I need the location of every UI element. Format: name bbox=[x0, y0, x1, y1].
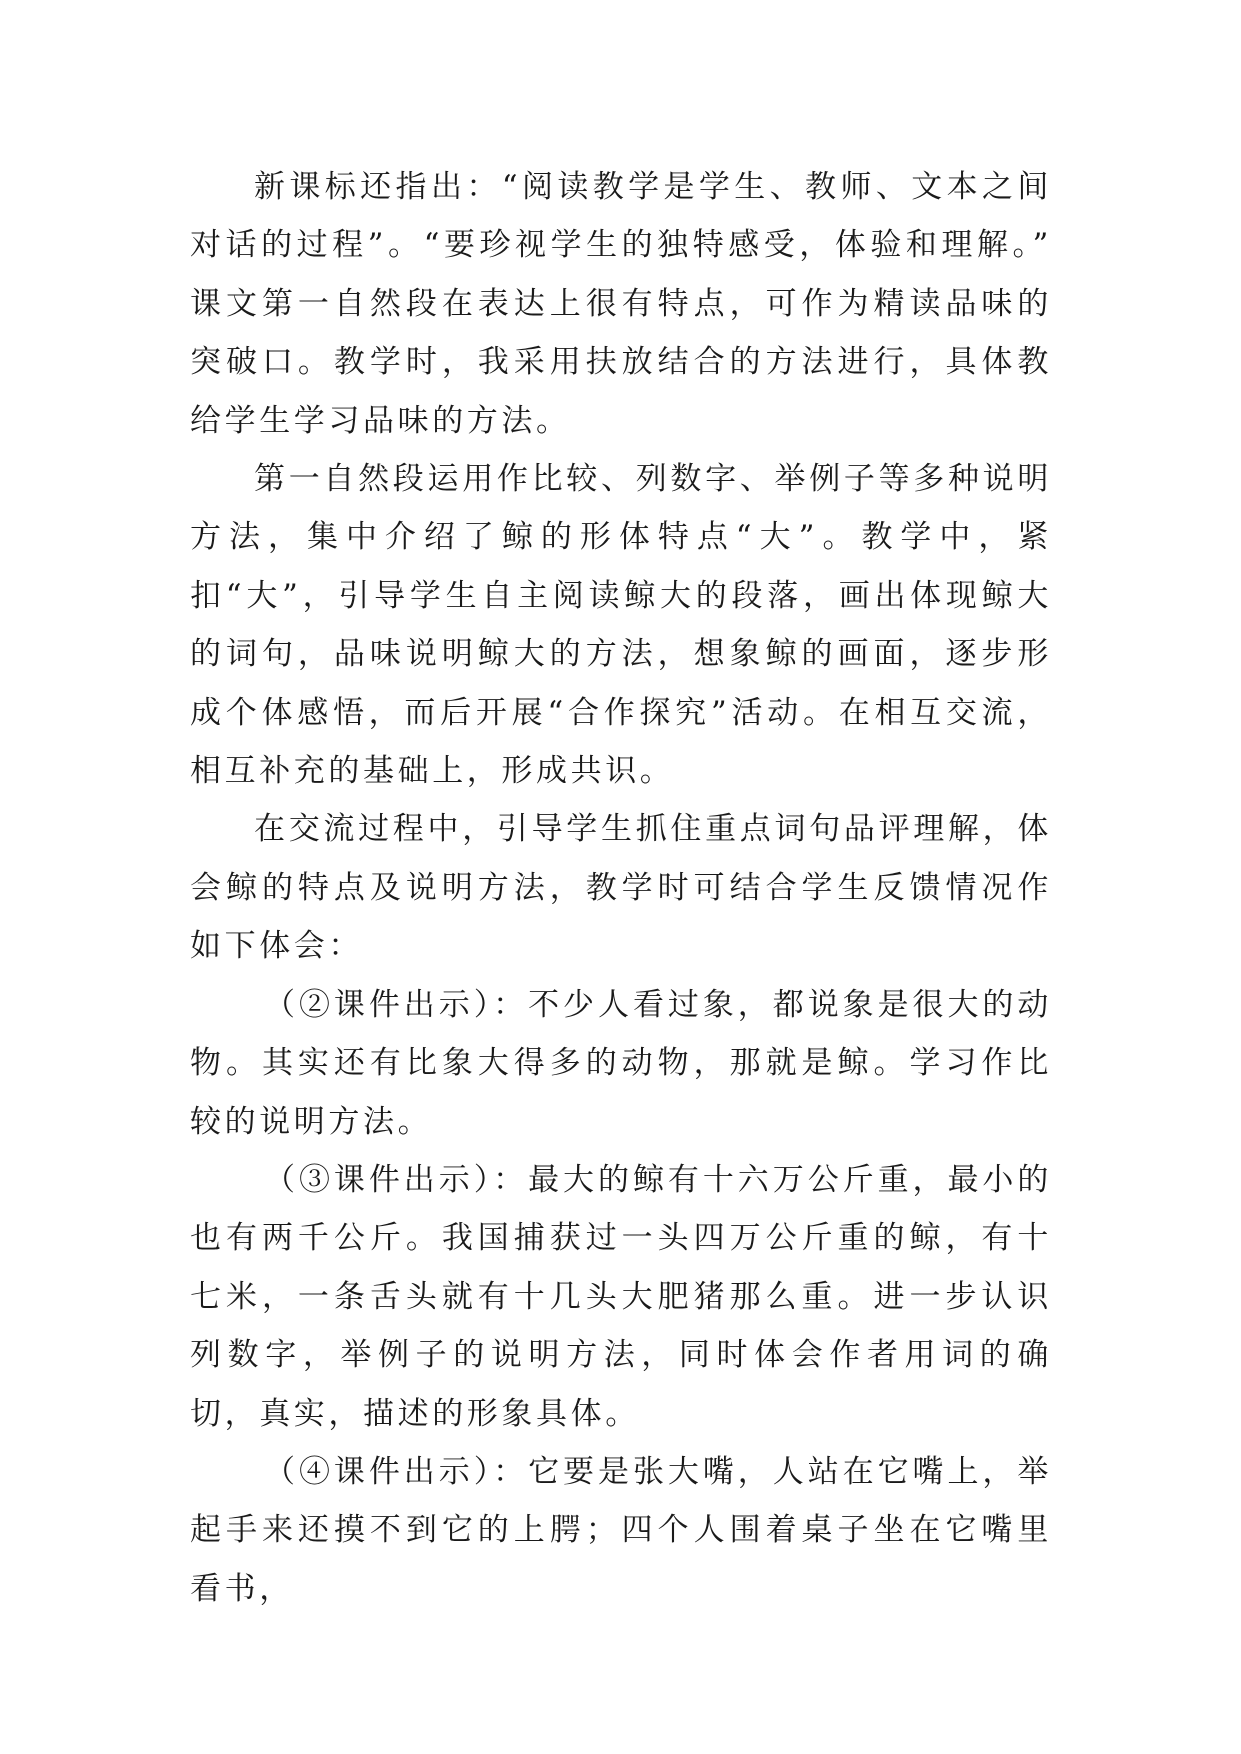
paragraph-first-section-methods: 第一自然段运用作比较、列数字、举例子等多种说明方法，集中介绍了鲸的形体特点“大”。教学中，紧扣“大”，引导学生自主阅读鲸大的段落，画出体现鲸大的词句，品味说明鲸大的方法，想象鲸的画面，逐步形成个体感悟，而后开展“合作探究”活动。在相互交流，相互补充的基础上，形成共识。 bbox=[190, 461, 1052, 790]
paragraph-courseware-2: （②课件出示）：不少人看过象，都说象是很大的动物。其实还有比象大得多的动物，那就是鲸。学习作比较的说明方法。 bbox=[190, 986, 1052, 1140]
paragraph-exchange-process: 在交流过程中，引导学生抓住重点词句品评理解，体会鲸的特点及说明方法，教学时可结合学生反馈情况作如下体会： bbox=[190, 811, 1052, 965]
paragraph-new-curriculum: 新课标还指出：“阅读教学是学生、教师、文本之间对话的过程”。“要珍视学生的独特感受，体验和理解。” 课文第一自然段在表达上很有特点，可作为精读品味的突破口。教学时，我采用扶放结合的方法进行，具体教给学生学习品味的方法。 bbox=[190, 169, 1052, 439]
document-body bbox=[190, 158, 1052, 1618]
paragraph-courseware-3: （③课件出示）：最大的鲸有十六万公斤重，最小的也有两千公斤。我国捕获过一头四万公斤重的鲸，有十七米，一条舌头就有十几头大肥猪那么重。进一步认识列数字，举例子的说明方法，同时体会作者用词的确切，真实，描述的形象具体。 bbox=[190, 1161, 1052, 1432]
paragraph-courseware-4: （④课件出示）：它要是张大嘴，人站在它嘴上，举起手来还摸不到它的上腭；四个人围着桌子坐在它嘴里看书， bbox=[190, 1453, 1052, 1607]
